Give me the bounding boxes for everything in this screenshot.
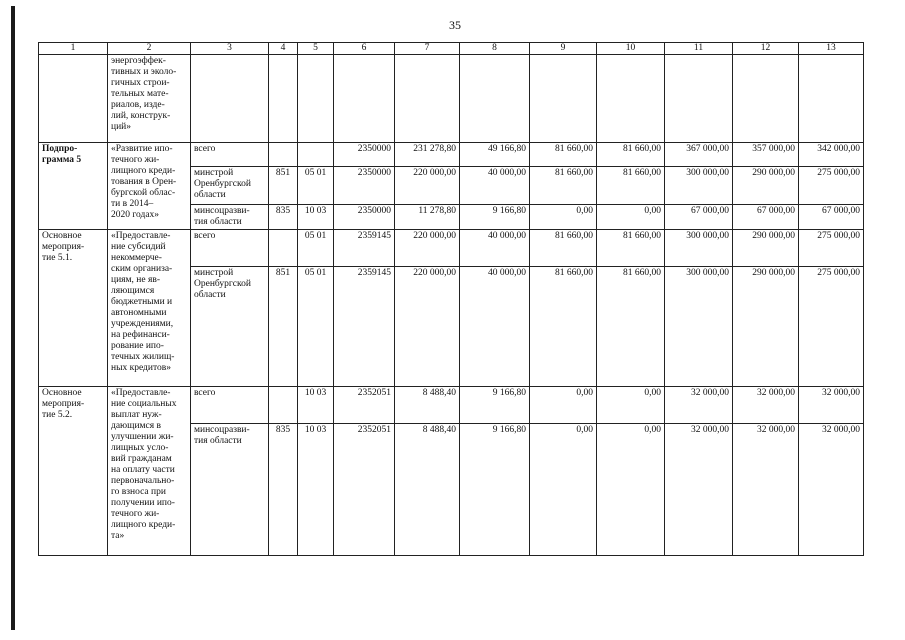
page-edge-bar xyxy=(11,6,15,630)
col-header-5: 5 xyxy=(298,43,334,55)
col-header-2: 2 xyxy=(108,43,191,55)
table-row: минстрой Оренбургской области 851 05 01 2359145 220 000,00 40 000,00 81 660,00 81 660,00 300 000,00 290 000,00 275 000,00 xyxy=(39,267,864,387)
col-header-8: 8 xyxy=(460,43,530,55)
program-label: Подпро- грамма 5 xyxy=(39,143,108,230)
column-number-row xyxy=(39,43,864,55)
col-header-12: 12 xyxy=(733,43,799,55)
col-header-11: 11 xyxy=(665,43,733,55)
col-header-13: 13 xyxy=(799,43,864,55)
table-row: минстрой Оренбургской области 851 05 01 2350000 220 000,00 40 000,00 81 660,00 81 660,00 300 000,00 290 000,00 275 000,00 xyxy=(39,167,864,205)
measure-5-1-description: «Предоставле- ние субсидий некоммерче- ским организа- циям, не яв- ляющимся бюджетными и автономными учреждениями, на рефинанси- рование ипо- течных жилищ- ных кредитов» xyxy=(108,230,191,387)
table-row: минсоцразви- тия области 835 10 03 2350000 11 278,80 9 166,80 0,00 0,00 67 000,00 67 000,00 67 000,00 xyxy=(39,205,864,230)
col-header-10: 10 xyxy=(597,43,665,55)
col-header-7: 7 xyxy=(395,43,460,55)
col-header-6: 6 xyxy=(334,43,395,55)
col-header-4: 4 xyxy=(269,43,298,55)
page-number: 35 xyxy=(449,18,461,32)
table-row: минсоцразви- тия области 835 10 03 2352051 8 488,40 9 166,80 0,00 0,00 32 000,00 32 000,00 32 000,00 xyxy=(39,424,864,556)
program-description: «Развитие ипо- течного жи- лищного креди- тования в Орен- бургской облас- ти в 2014– 2020 годах» xyxy=(108,143,191,230)
table-row xyxy=(39,55,864,143)
col-header-9: 9 xyxy=(530,43,597,55)
col-header-3: 3 xyxy=(191,43,269,55)
measure-5-2-description: «Предоставле- ние социальных выплат нуж- дающимся в улучшении жи- лищных усло- вий гражданам на оплату части первоначально- го взноса при получении ипо- течного жи- лищного креди- та» xyxy=(108,387,191,556)
table-row: Основное мероприя- тие 5.1. «Предоставле- ние субсидий некоммерче- ским организа- циям, не яв- ляющимся бюджетными и автономными учреждениями, на рефинанси- рование ипо- течных жилищ- ных кредитов» всего 05 01 2359145 220 000,00 40 000,00 81 660,00 81 660,00 300 000,00 290 000,00 275 000,00 xyxy=(39,230,864,267)
table-row: Основное мероприя- тие 5.2. «Предоставле- ние социальных выплат нуж- дающимся в улучшении жи- лищных усло- вий гражданам на оплату части первоначально- го взноса при получении ипо- течного жи- лищного креди- та» всего 10 03 2352051 8 488,40 9 166,80 0,00 0,00 32 000,00 32 000,00 32 000,00 xyxy=(39,387,864,424)
budget-table xyxy=(38,42,864,556)
table-row: Подпро- грамма 5 «Развитие ипо- течного жи- лищного креди- тования в Орен- бургской облас- ти в 2014– 2020 годах» всего 2350000 231 278,80 49 166,80 81 660,00 81 660,00 367 000,00 357 000,00 342 000,00 xyxy=(39,143,864,167)
measure-5-2-label: Основное мероприя- тие 5.2. xyxy=(39,387,108,556)
measure-5-1-label: Основное мероприя- тие 5.1. xyxy=(39,230,108,387)
col-header-1: 1 xyxy=(39,43,108,55)
continuation-description: энергоэффек- тивных и эколо- гичных строи- тельных мате- риалов, изде- лий, конструк- ций» xyxy=(108,55,191,143)
